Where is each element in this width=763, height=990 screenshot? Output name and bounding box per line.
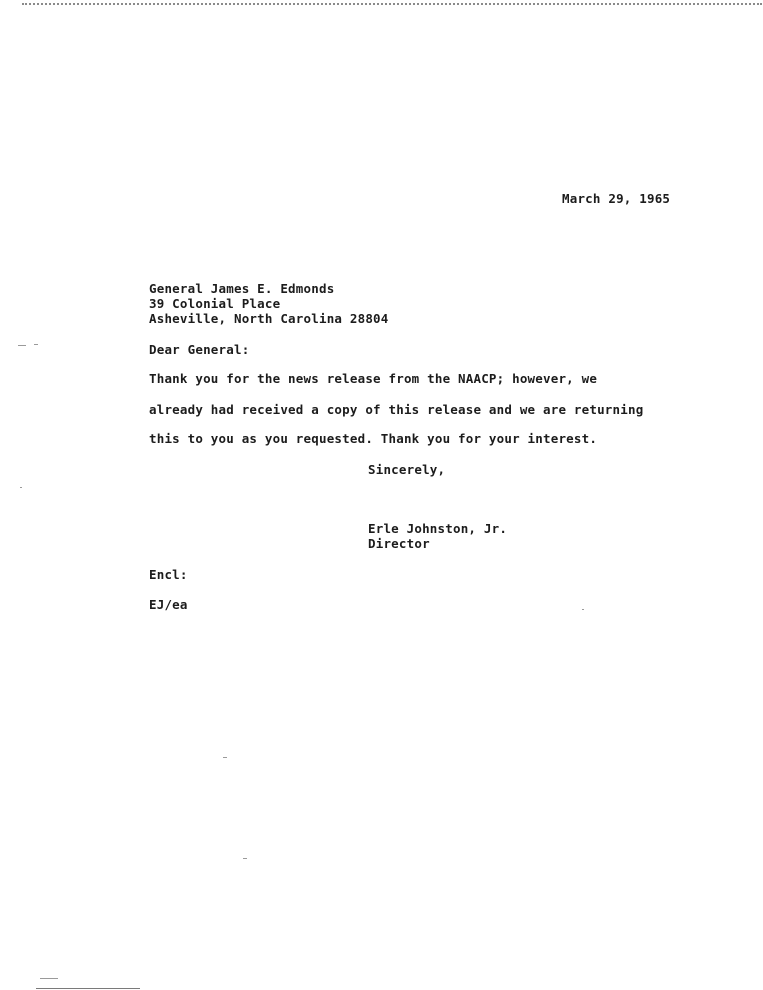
scan-speck bbox=[20, 487, 22, 488]
salutation: Dear General: bbox=[149, 342, 250, 357]
scan-speck bbox=[34, 344, 38, 345]
scan-speck bbox=[223, 757, 227, 758]
bottom-edge-rule bbox=[36, 988, 140, 989]
enclosure-note: Encl: bbox=[149, 567, 188, 582]
body-line: this to you as you requested. Thank you for your interest. bbox=[149, 431, 598, 446]
scan-speck bbox=[18, 345, 26, 346]
signature-title: Director bbox=[368, 536, 430, 551]
closing: Sincerely, bbox=[368, 462, 446, 477]
recipient-name: General James E. Edmonds bbox=[149, 281, 335, 296]
top-edge-rule bbox=[22, 3, 762, 5]
reference-initials: EJ/ea bbox=[149, 597, 188, 612]
signature-name: Erle Johnston, Jr. bbox=[368, 521, 508, 536]
scan-speck bbox=[582, 609, 584, 610]
scan-speck bbox=[40, 978, 58, 979]
recipient-city-state-zip: Asheville, North Carolina 28804 bbox=[149, 311, 389, 326]
body-line: already had received a copy of this release and we are returning bbox=[149, 402, 644, 417]
body-line: Thank you for the news release from the NAACP; however, we bbox=[149, 371, 598, 386]
scan-speck bbox=[243, 858, 247, 859]
recipient-street: 39 Colonial Place bbox=[149, 296, 281, 311]
letter-date: March 29, 1965 bbox=[562, 191, 671, 206]
